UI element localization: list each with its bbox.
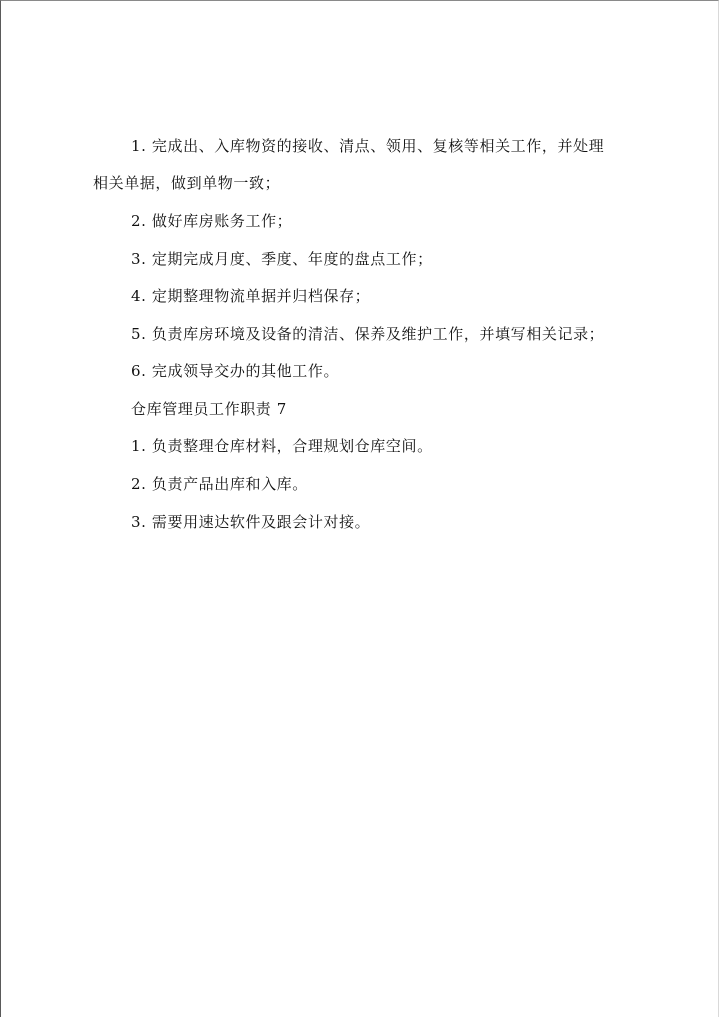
paragraph-9: 3. 需要用速达软件及跟会计对接。 [131,513,371,531]
paragraph-3: 3. 定期完成月度、季度、年度的盘点工作； [131,250,433,268]
paragraph-1-line-1: 1. 完成出、入库物资的接收、清点、领用、复核等相关工作，并处理 [131,137,605,155]
paragraph-6: 6. 完成领导交办的其他工作。 [131,362,340,380]
paragraph-5: 5. 负责库房环境及设备的清洁、保养及维护工作，并填写相关记录； [131,325,605,343]
paragraph-2: 2. 做好库房账务工作； [131,212,293,230]
paragraph-1-line-2: 相关单据，做到单物一致； [93,174,281,192]
paragraph-7: 1. 负责整理仓库材料，合理规划仓库空间。 [131,437,433,455]
paragraph-8: 2. 负责产品出库和入库。 [131,475,308,493]
section-heading: 仓库管理员工作职责 7 [131,400,287,418]
paragraph-4: 4. 定期整理物流单据并归档保存； [131,287,371,305]
